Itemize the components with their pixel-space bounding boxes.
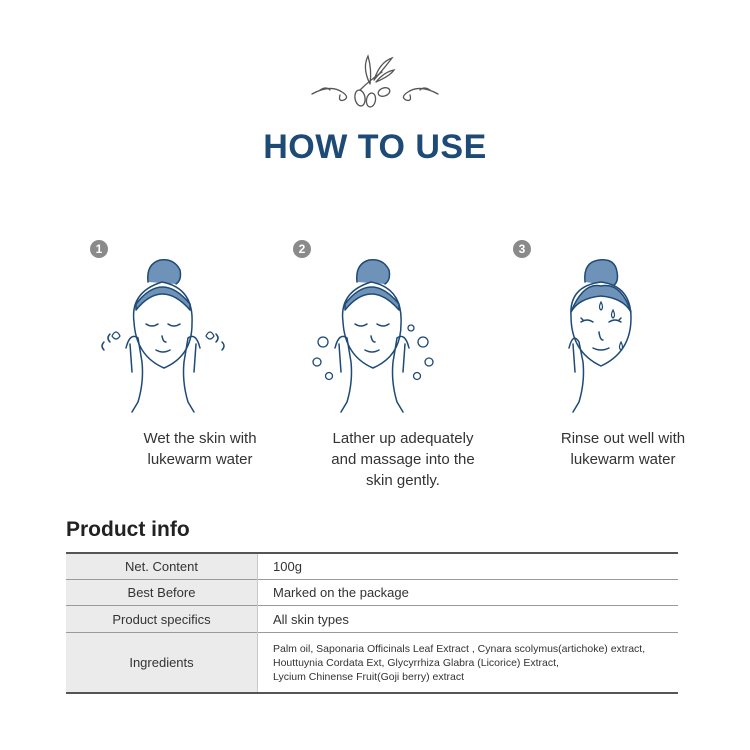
product-specifics-value: All skin types: [273, 611, 349, 627]
face-lathering-icon: [293, 252, 513, 417]
step-3: [513, 240, 733, 500]
table-row: [66, 633, 678, 694]
best-before-value: Marked on the package: [273, 585, 409, 600]
page-title: HOW TO USE: [263, 128, 487, 166]
step-1: [90, 240, 310, 500]
ingredients-line: Lycium Chinense Fruit(Goji berry) extract: [273, 670, 464, 683]
product-specifics-label: Product specifics: [66, 606, 258, 633]
step-1-description: Wet the skin with lukewarm water: [143, 430, 257, 468]
step-number-badge: 3: [513, 240, 531, 258]
product-info-heading: Product info: [66, 518, 190, 541]
ingredients-line: Palm oil, Saponaria Officinals Leaf Extract , Cynara scolymus(artichoke) extract,: [273, 642, 646, 655]
product-info-table: [66, 552, 678, 694]
net-content-value: 100g: [273, 559, 302, 574]
step-2: [293, 240, 513, 500]
ingredients-line: Houttuynia Cordata Ext, Glycyrrhiza Glabra (Licorice) Extract,: [273, 656, 559, 669]
ingredients-label: Ingredients: [66, 633, 258, 694]
net-content-label: Net. Content: [66, 553, 258, 580]
step-number-badge: 2: [293, 240, 311, 258]
best-before-label: Best Before: [66, 580, 258, 606]
table-row: [66, 580, 678, 606]
table-row: [66, 553, 678, 580]
table-row: [66, 606, 678, 633]
step-2-description: Lather up adequately and massage into the skin gently.: [331, 430, 475, 489]
goji-berry-ornament-icon: [300, 50, 450, 115]
step-3-description: Rinse out well with lukewarm water: [560, 430, 686, 468]
face-wetting-icon: [90, 252, 310, 417]
face-rinsing-icon: [513, 252, 733, 417]
ingredients-value: [258, 633, 679, 694]
step-number-badge: 1: [90, 240, 108, 258]
